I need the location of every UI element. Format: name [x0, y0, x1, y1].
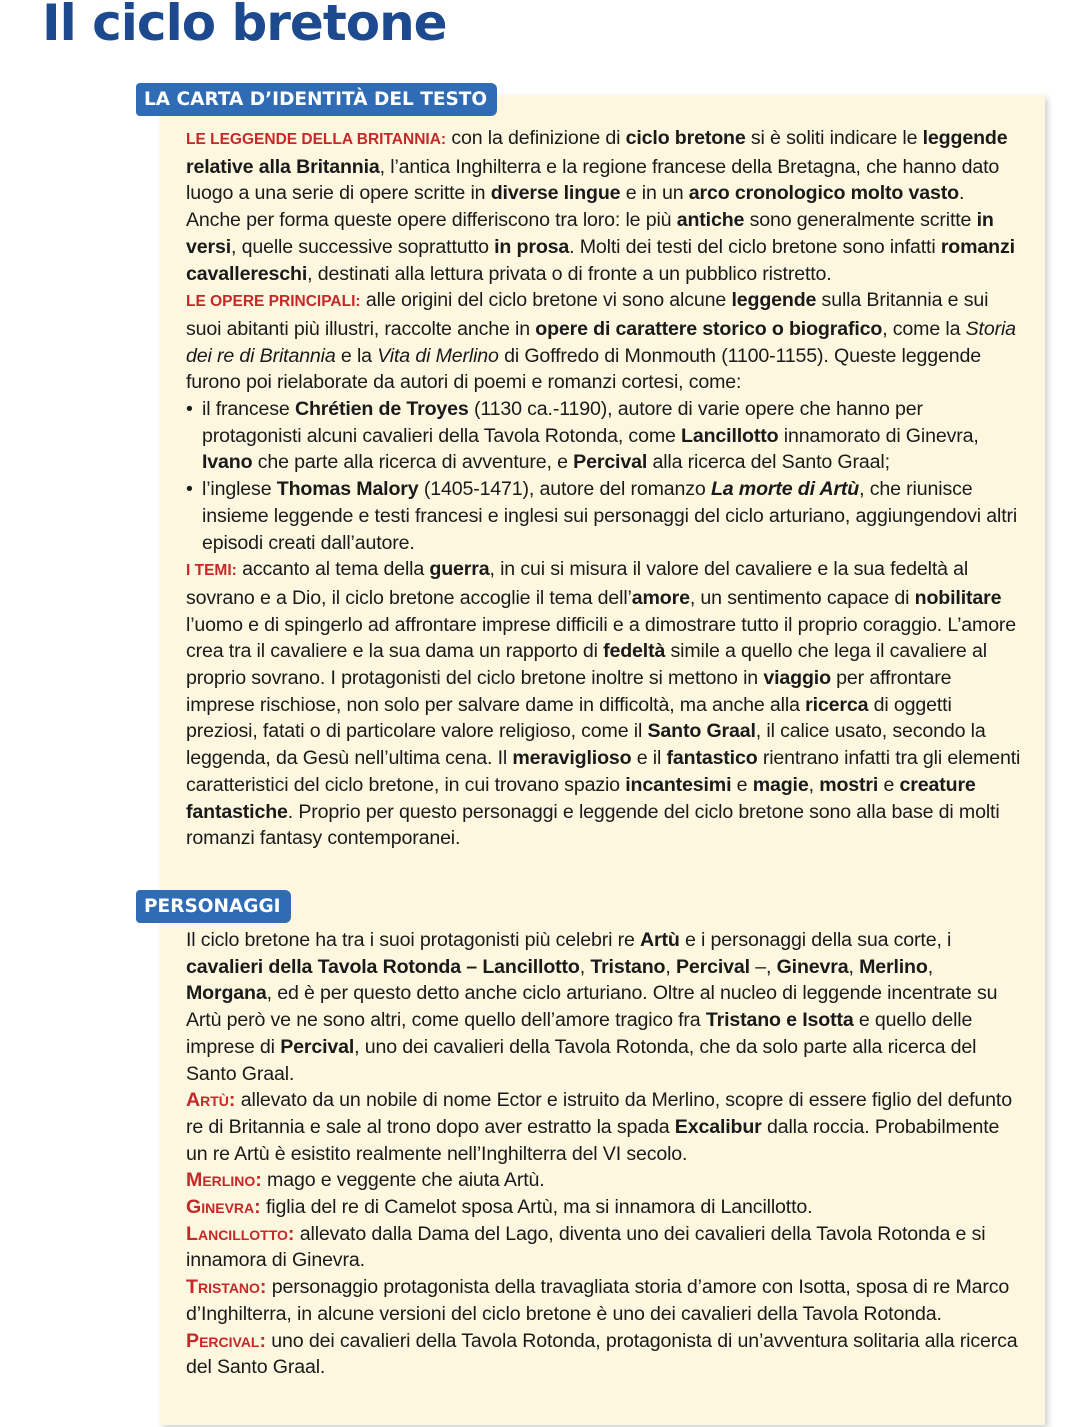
characters-section-body: [186, 927, 1021, 1381]
entry-tristan: Tristano: personaggio protagonista della travagliata storia d’amore con Isotta, sposa di re Marco d’Inghilterra, in alcune versioni del ciclo bretone è uno dei cavalieri della Tavola Rotonda.: [186, 1276, 1010, 1325]
label-themes: I TEMI:: [186, 562, 237, 580]
section-heading-characters: PERSONAGGI: [136, 890, 291, 923]
label-legends: LE LEGGENDE DELLA BRITANNIA:: [186, 131, 447, 148]
label-arthur: Artù:: [186, 1089, 236, 1112]
list-item-malory: • l’inglese Thomas Malory (1405-1471), autore del romanzo La morte di Artù, che riunisce insieme leggende e testi francesi e inglesi sui personaggi del ciclo arturiano, aggiungendovi altri episodi creati dall’autore.: [186, 476, 1021, 556]
label-guinevere: Ginevra:: [186, 1196, 261, 1219]
label-lancelot: Lancillotto:: [186, 1222, 295, 1245]
label-main-works: LE OPERE PRINCIPALI:: [186, 293, 361, 311]
entry-lancelot: Lancillotto: allevato dalla Dama del Lago, diventa uno dei cavalieri della Tavola Rotonda e si innamora di Ginevra.: [186, 1222, 986, 1272]
entry-guinevere: Ginevra: figlia del re di Camelot sposa Artù, ma si innamora di Lancillotto.: [186, 1196, 813, 1219]
label-percival: Percival:: [186, 1329, 267, 1352]
section-heading-identity: LA CARTA D’IDENTITÀ DEL TESTO: [136, 83, 497, 116]
entry-arthur: Artù: allevato da un nobile di nome Ector e istruito da Merlino, scopre di essere figlio del defunto re di Britannia e sale al trono dopo aver estratto la spada Excalibur dalla roccia. Probabilmente un re Artù è esistito realmente nell’Inghilterra del VI secolo.: [186, 1089, 1012, 1165]
label-tristan: Tristano:: [186, 1276, 267, 1299]
paragraph-main-works: LE OPERE PRINCIPALI: alle origini del ciclo bretone vi sono alcune leggende sulla Britannia e sui suoi abitanti più illustri, raccolte anche in opere di carattere storico o biografico, come la Storia dei re di Britannia e la Vita di Merlino di Goffredo di Monmouth (1100-1155). Queste leggende furono poi rielaborate da autori di poemi e romanzi cortesi, come:: [186, 289, 1016, 394]
paragraph-themes: I TEMI: accanto al tema della guerra, in cui si misura il valore del cavaliere e la sua fedeltà al sovrano e a Dio, il ciclo bretone accoglie il tema dell’amore, un sentimento capace di nobilitare l’uomo e di spingerlo ad affrontare imprese difficili e a dimostrare tutto il proprio coraggio. L’amore crea tra il cavaliere e la sua dama un rapporto di fedeltà simile a quello che lega il cavaliere al proprio sovrano. I protagonisti del ciclo bretone inoltre si mettono in viaggio per affrontare imprese rischiose, non solo per salvare dame in difficoltà, ma anche alla ricerca di oggetti preziosi, fatati o di particolare valore religioso, come il Santo Graal, il calice usato, secondo la leggenda, da Gesù nell’ultima cena. Il meraviglioso e il fantastico rientrano infatti tra gli elementi caratteristici del ciclo bretone, in cui trovano spazio incantesimi e magie, mostri e creature fantastiche. Proprio per questo personaggi e leggende del ciclo bretone sono alla base di molti romanzi fantasy contemporanei.: [186, 558, 1021, 850]
page-title: Il ciclo bretone: [42, 0, 447, 52]
identity-section-body: [186, 125, 1021, 852]
paragraph-characters-intro: Il ciclo bretone ha tra i suoi protagonisti più celebri re Artù e i personaggi della sua corte, i cavalieri della Tavola Rotonda – Lancillotto, Tristano, Percival –, Ginevra, Merlino, Morgana, ed è per questo detto anche ciclo arturiano. Oltre al nucleo di leggende incentrate su Artù però ve ne sono altri, come quello dell’amore tragico fra Tristano e Isotta e quello delle imprese di Percival, uno dei cavalieri della Tavola Rotonda, che da solo parte alla ricerca del Santo Graal.: [186, 929, 998, 1085]
list-item-chretien: • il francese Chrétien de Troyes (1130 ca.-1190), autore di varie opere che hanno per protagonisti alcuni cavalieri della Tavola Rotonda, come Lancillotto innamorato di Ginevra, Ivano che parte alla ricerca di avventure, e Percival alla ricerca del Santo Graal;: [186, 396, 1021, 476]
entry-percival: Percival: uno dei cavalieri della Tavola Rotonda, protagonista di un’avventura solitaria alla ricerca del Santo Graal.: [186, 1329, 1018, 1379]
entry-merlin: Merlino: mago e veggente che aiuta Artù.: [186, 1169, 545, 1192]
paragraph-legends: LE LEGGENDE DELLA BRITANNIA: con la definizione di ciclo bretone si è soliti indicare le leggende relative alla Britannia, l’antica Inghilterra e la regione francese della Bretagna, che hanno dato luogo a una serie di opere scritte in diverse lingue e in un arco cronologico molto vasto. Anche per forma queste opere differiscono tra loro: le più antiche sono generalmente scritte in versi, quelle successive soprattutto in prosa. Molti dei testi del ciclo bretone sono infatti romanzi cavallereschi, destinati alla lettura privata o di fronte a un pubblico ristretto.: [186, 127, 1015, 285]
authors-list: [186, 396, 1021, 556]
label-merlin: Merlino:: [186, 1169, 262, 1192]
